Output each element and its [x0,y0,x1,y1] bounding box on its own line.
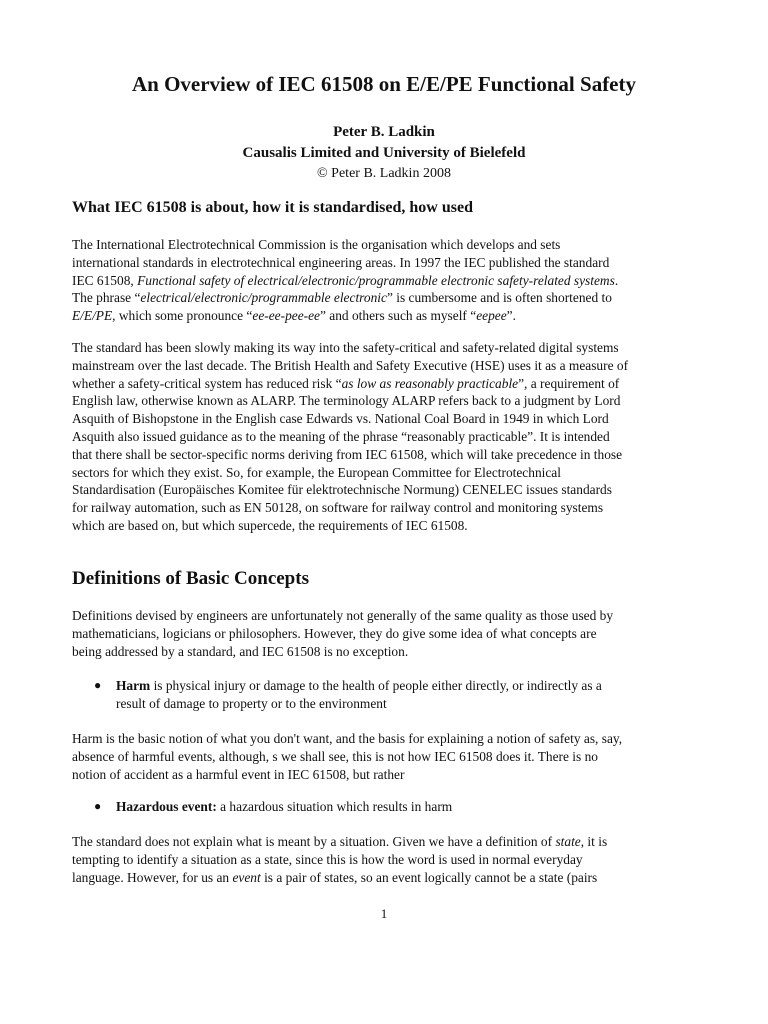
page-number: 1 [380,906,388,921]
author-name: Peter B. Ladkin [333,124,435,140]
paragraph-harm-notion: Harm is the basic notion of what you don't want, and the basis for explaining a notion of safety as, say, absence of harmful events, although, s we shall see, this is not how IEC 61508 does it. There is no notion of accident as a harmful event in IEC 61508, but rather [72,731,623,782]
paragraph-definitions-intro: Definitions devised by engineers are unfortunately not generally of the same quality as those used by mathematicians, logicians or philosophers. However, they do give some idea of what concepts are being addressed by a standard, and IEC 61508 is no exception. [72,608,614,659]
copyright-notice: © Peter B. Ladkin 2008 [317,166,451,181]
section-heading-iec61508: What IEC 61508 is about, how it is standardised, how used [72,199,473,216]
paragraph-situation-state: The standard does not explain what is meant by a situation. Given we have a definition of state, it is tempting to identify a situation as a state, since this is how the word is used in normal everyday language. However, for us an event is a pair of states, so an event logically cannot be a state (pairs [72,834,608,885]
author-affiliation: Causalis Limited and University of Bielefeld [242,145,526,161]
section-heading-definitions: Definitions of Basic Concepts [72,568,309,589]
bullet-icon: ● [94,799,102,813]
paragraph-standard-adoption: The standard has been slowly making its way into the safety-critical and safety-related digital systems mainstream over the last decade. The British Health and Safety Executive (HSE) uses it as a measure of whether a safety-critical system has reduced risk “as low as reasonably practicable”, a requirement of English law, otherwise known as ALARP. The terminology ALARP refers back to a judgment by Lord Asquith of Bishopstone in the English case Edwards vs. National Coal Board in 1949 in which Lord Asquith also issued guidance as to the meaning of the phrase “reasonably practicable”. It is intended that there shall be sector-specific norms deriving from IEC 61508, which will take precedence in those sectors for which they exist. So, for example, the European Committee for Electrotechnical Standardisation (Europäisches Komitee für elektrotechnische Normung) CENELEC issues standards for railway automation, such as EN 50128, on software for railway control and monitoring systems which are based on, but which supercede, the requirements of IEC 61508. [72,340,629,533]
author-block [0,122,768,184]
paragraph-intro: The International Electrotechnical Commission is the organisation which develops and sets international standards in electrotechnical engineering areas. In 1997 the IEC published the standard IEC 61508, Functional safety of electrical/electronic/programmable electronic safety-related systems. The phrase “electrical/electronic/programmable electronic” is cumbersome and is often shortened to E/E/PE, which some pronounce “ee-ee-pee-ee” and others such as myself “eepee”. [72,237,619,324]
document-title: An Overview of IEC 61508 on E/E/PE Functional Safety [131,72,636,96]
bullet-icon: ● [94,678,102,692]
document-page: An Overview of IEC 61508 on E/E/PE Functional Safety Peter B. Ladkin Causalis Limited and University of Bielefeld © Peter B. Ladkin 2008 What IEC 61508 is about, how it is standardised, how used The International Electrotechnical Commission is the organisation which develops and sets international standards in electrotechnical engineering areas. In 1997 the IEC published the standard IEC 61508, Functional safety of electrical/electronic/programmable electronic safety-related systems. The phrase “electrical/electronic/programmable electronic” is cumbersome and is often shortened to E/E/PE, which some pronounce “ee-ee-pee-ee” and others such as myself “eepee”. The standard has been slowly making its way into the safety-critical and safety-related digital systems mainstream over the last decade. The British Health and Safety Executive (HSE) uses it as a measure of whether a safety-critical system has reduced risk “as low as reasonably practicable”, a requirement of English law, otherwise known as ALARP. The terminology ALARP refers back to a judgment by Lord Asquith of Bishopstone in the English case Edwards vs. National Coal Board in 1949 in which Lord Asquith also issued guidance as to the meaning of the phrase “reasonably practicable”. It is intended that there shall be sector-specific norms deriving from IEC 61508, which will take precedence in those sectors for which they exist. So, for example, the European Committee for Electrotechnical Standardisation (Europäisches Komitee für elektrotechnische Normung) CENELEC issues standards for railway automation, such as EN 50128, on software for railway control and monitoring systems which are based on, but which supercede, the requirements of IEC 61508. Definitions of Basic Concepts Definitions devised by engineers are unfortunately not generally of the same quality as those used by mathematicians, logicians or philosophers. However, they do give some idea of what concepts are being addressed by a standard, and IEC 61508 is no exception. ● Harm is physical injury or damage to the health of people either directly, or indirectly as a result of damage to property or to the environment Harm is the basic notion of what you don't want, and the basis for explaining a notion of safety as, say, absence of harmful events, although, s we shall see, this is not how IEC 61508 does it. There is no notion of accident as a harmful event in IEC 61508, but rather ● Hazardous event: a hazardous situation which results in harm The standard does not explain what is meant by a situation. Given we have a definition of state, it is tempting to identify a situation as a state, since this is how the word is used in normal everyday language. However, for us an event is a pair of states, so an event logically cannot be a state (pairs 1 [0,0,768,1024]
